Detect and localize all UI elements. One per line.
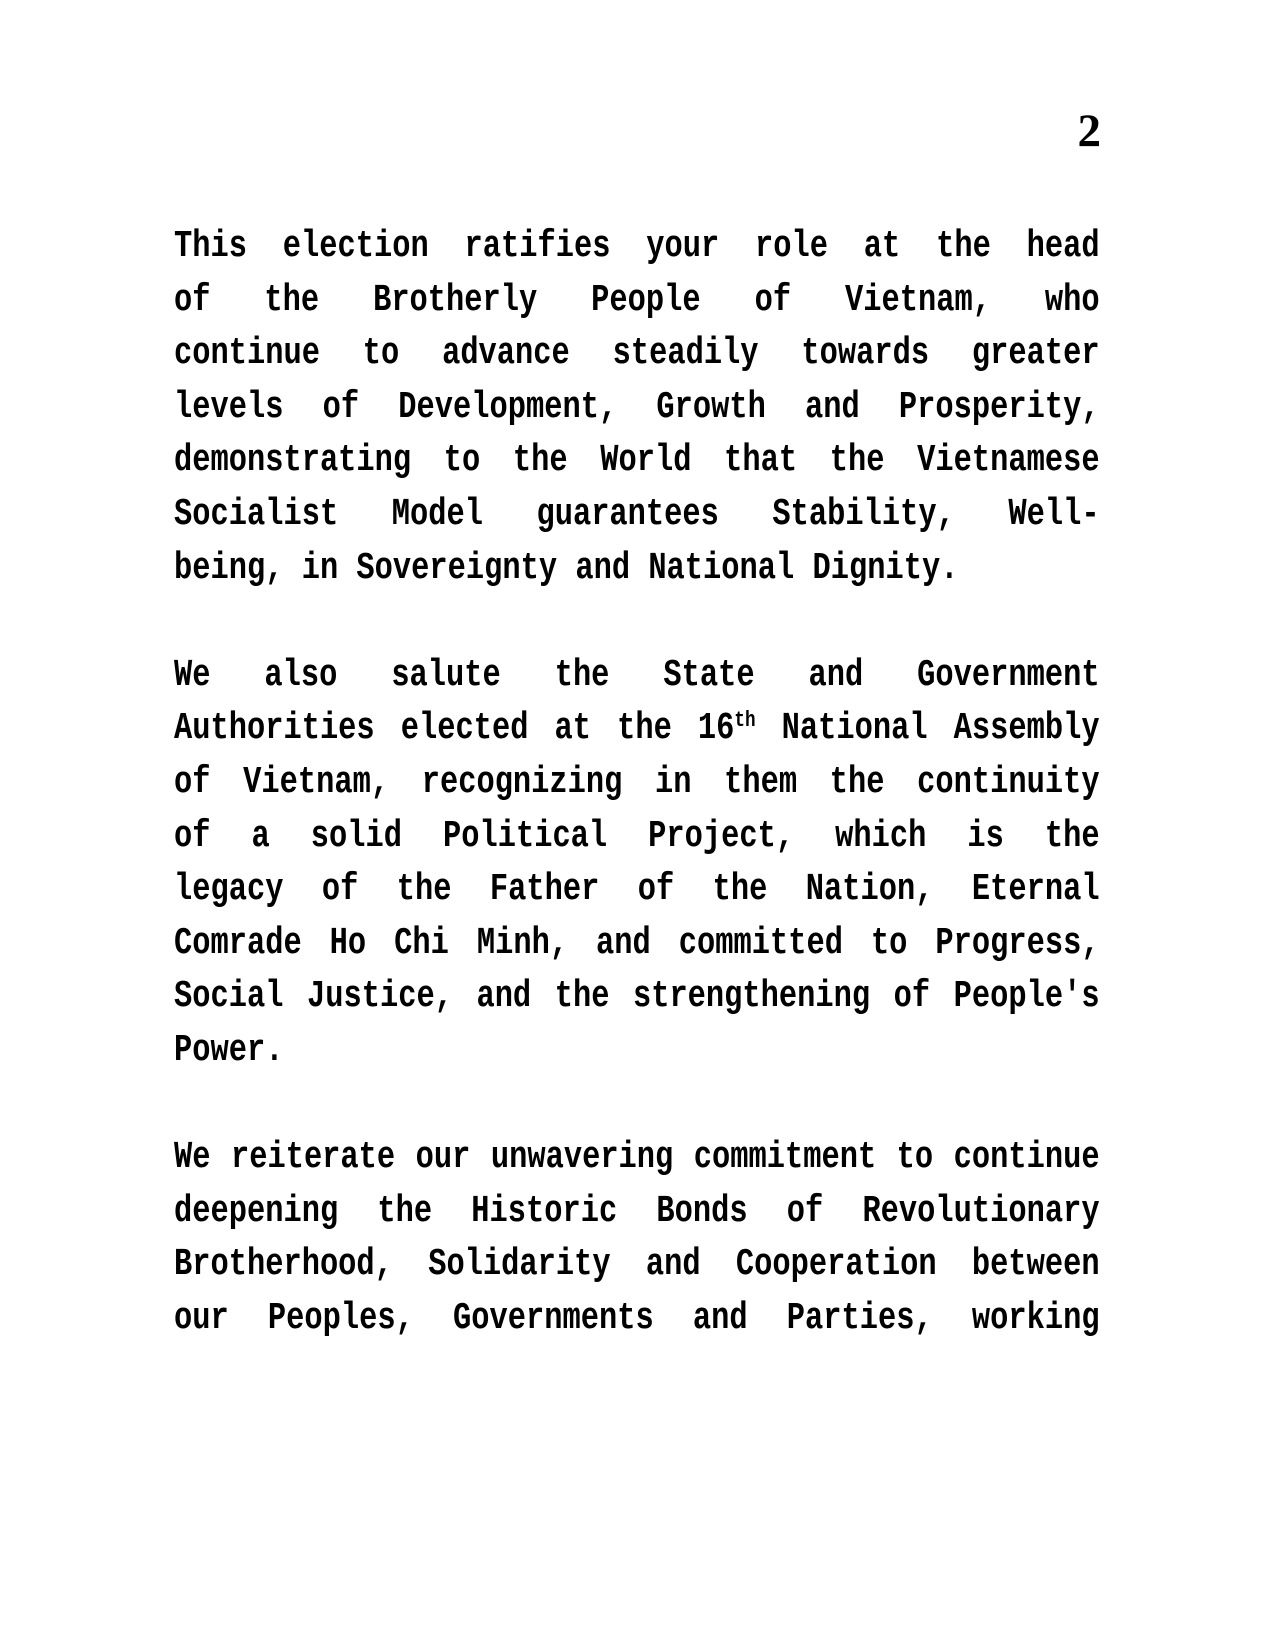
text-line: This election ratifies your role at the head <box>174 225 1100 268</box>
text-line: of the Brotherly People of Vietnam, who <box>174 278 1100 322</box>
text-segment: Authorities elected at the 16 <box>174 707 735 751</box>
text-line: Power. <box>174 1028 284 1072</box>
text-line: our Peoples, Governments and Parties, working <box>174 1296 1100 1340</box>
text-line: continue to advance steadily towards greater <box>174 332 1100 376</box>
text-line: legacy of the Father of the Nation, Eternal <box>174 868 1100 912</box>
text-line <box>174 702 1100 756</box>
document-body <box>174 220 1100 1345</box>
text-line: Social Justice, and the strengthening of People's <box>174 975 1100 1019</box>
text-line: being, in Sovereignty and National Dignity. <box>174 546 959 590</box>
paragraph <box>174 649 1100 1078</box>
text-line: demonstrating to the World that the Vietnamese <box>174 439 1100 483</box>
paragraph <box>174 1131 1100 1345</box>
text-line: Comrade Ho Chi Minh, and committed to Progress, <box>174 921 1100 965</box>
page-number: 2 <box>1077 105 1101 157</box>
text-line: deepening the Historic Bonds of Revolutionary <box>174 1189 1100 1233</box>
text-segment: National Assembly <box>755 707 1100 751</box>
text-line: We also salute the State and Government <box>174 653 1100 697</box>
text-line: We reiterate our unwavering commitment to continue <box>174 1136 1100 1180</box>
text-line: of a solid Political Project, which is the <box>174 814 1100 858</box>
text-line: levels of Development, Growth and Prosperity, <box>174 385 1100 429</box>
text-line: Brotherhood, Solidarity and Cooperation between <box>174 1243 1100 1287</box>
superscript-ordinal: th <box>734 708 756 734</box>
text-line: Socialist Model guarantees Stability, Well- <box>174 492 1100 536</box>
text-line: of Vietnam, recognizing in them the continuity <box>174 760 1100 804</box>
paragraph <box>174 220 1100 595</box>
